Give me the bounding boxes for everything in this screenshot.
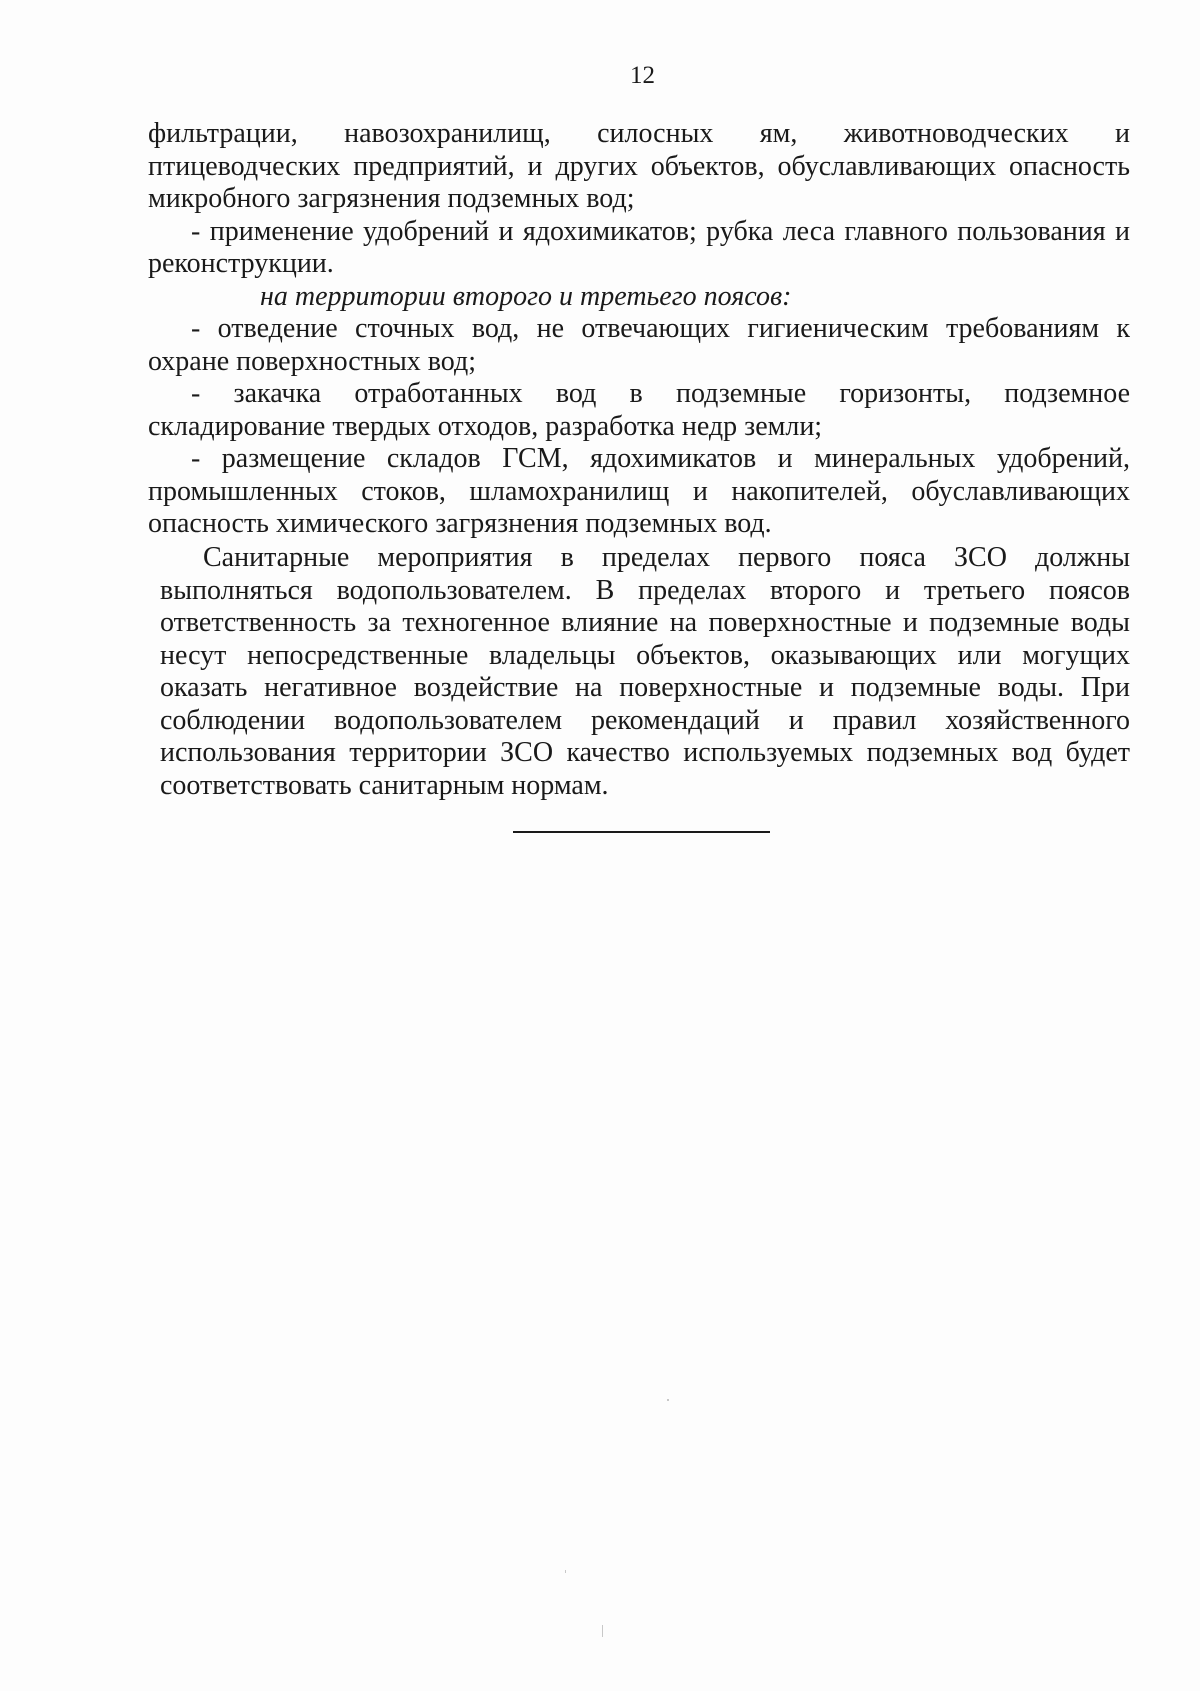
list-item-warehouses: - размещение складов ГСМ, ядохимикатов и минеральных удобрений, промышленных стоков, шламохранилищ и накопителей, обуславливающих опасность химического загрязнения подземных вод. — [148, 443, 1130, 539]
text-block-sanitary-measures — [160, 542, 1130, 802]
end-of-text-rule — [513, 831, 770, 833]
list-item-fertilizers: - применение удобрений и ядохимикатов; рубка леса главного пользования и реконструкции. — [148, 215, 1130, 279]
list-item-wastewater: - отведение сточных вод, не отвечающих гигиеническим требованиям к охране поверхностных вод; — [148, 313, 1130, 377]
page-number: 12 — [630, 62, 655, 89]
text-block-main — [148, 118, 1130, 541]
paragraph-continuation: фильтрации, навозохранилищ, силосных ям, животноводческих и птицеводческих предприятий, и других объектов, обуславливающих опасность микробного загрязнения подземных вод; — [148, 118, 1130, 214]
paragraph-sanitary-measures: Санитарные мероприятия в пределах первого пояса ЗСО должны выполняться водопользователем. В пределах второго и третьего поясов ответственность за техногенное влияние на поверхностные и подземные воды несут непосредственные владельцы объектов, оказывающих или могущих оказать негативное воздействие на поверхностные и подземные воды. При соблюдении водопользователем рекомендаций и правил хозяйственного использования территории ЗСО качество используемых подземных вод будет соответствовать санитарным нормам. — [160, 542, 1130, 801]
scan-speck — [565, 1570, 566, 1573]
list-item-injection: - закачка отработанных вод в подземные горизонты, подземное складирование твердых отходов, разработка недр земли; — [148, 378, 1130, 442]
scan-speck — [667, 1399, 669, 1401]
section-heading-second-third-zones: на территории второго и третьего поясов: — [260, 280, 792, 312]
scan-speck — [602, 1625, 603, 1637]
